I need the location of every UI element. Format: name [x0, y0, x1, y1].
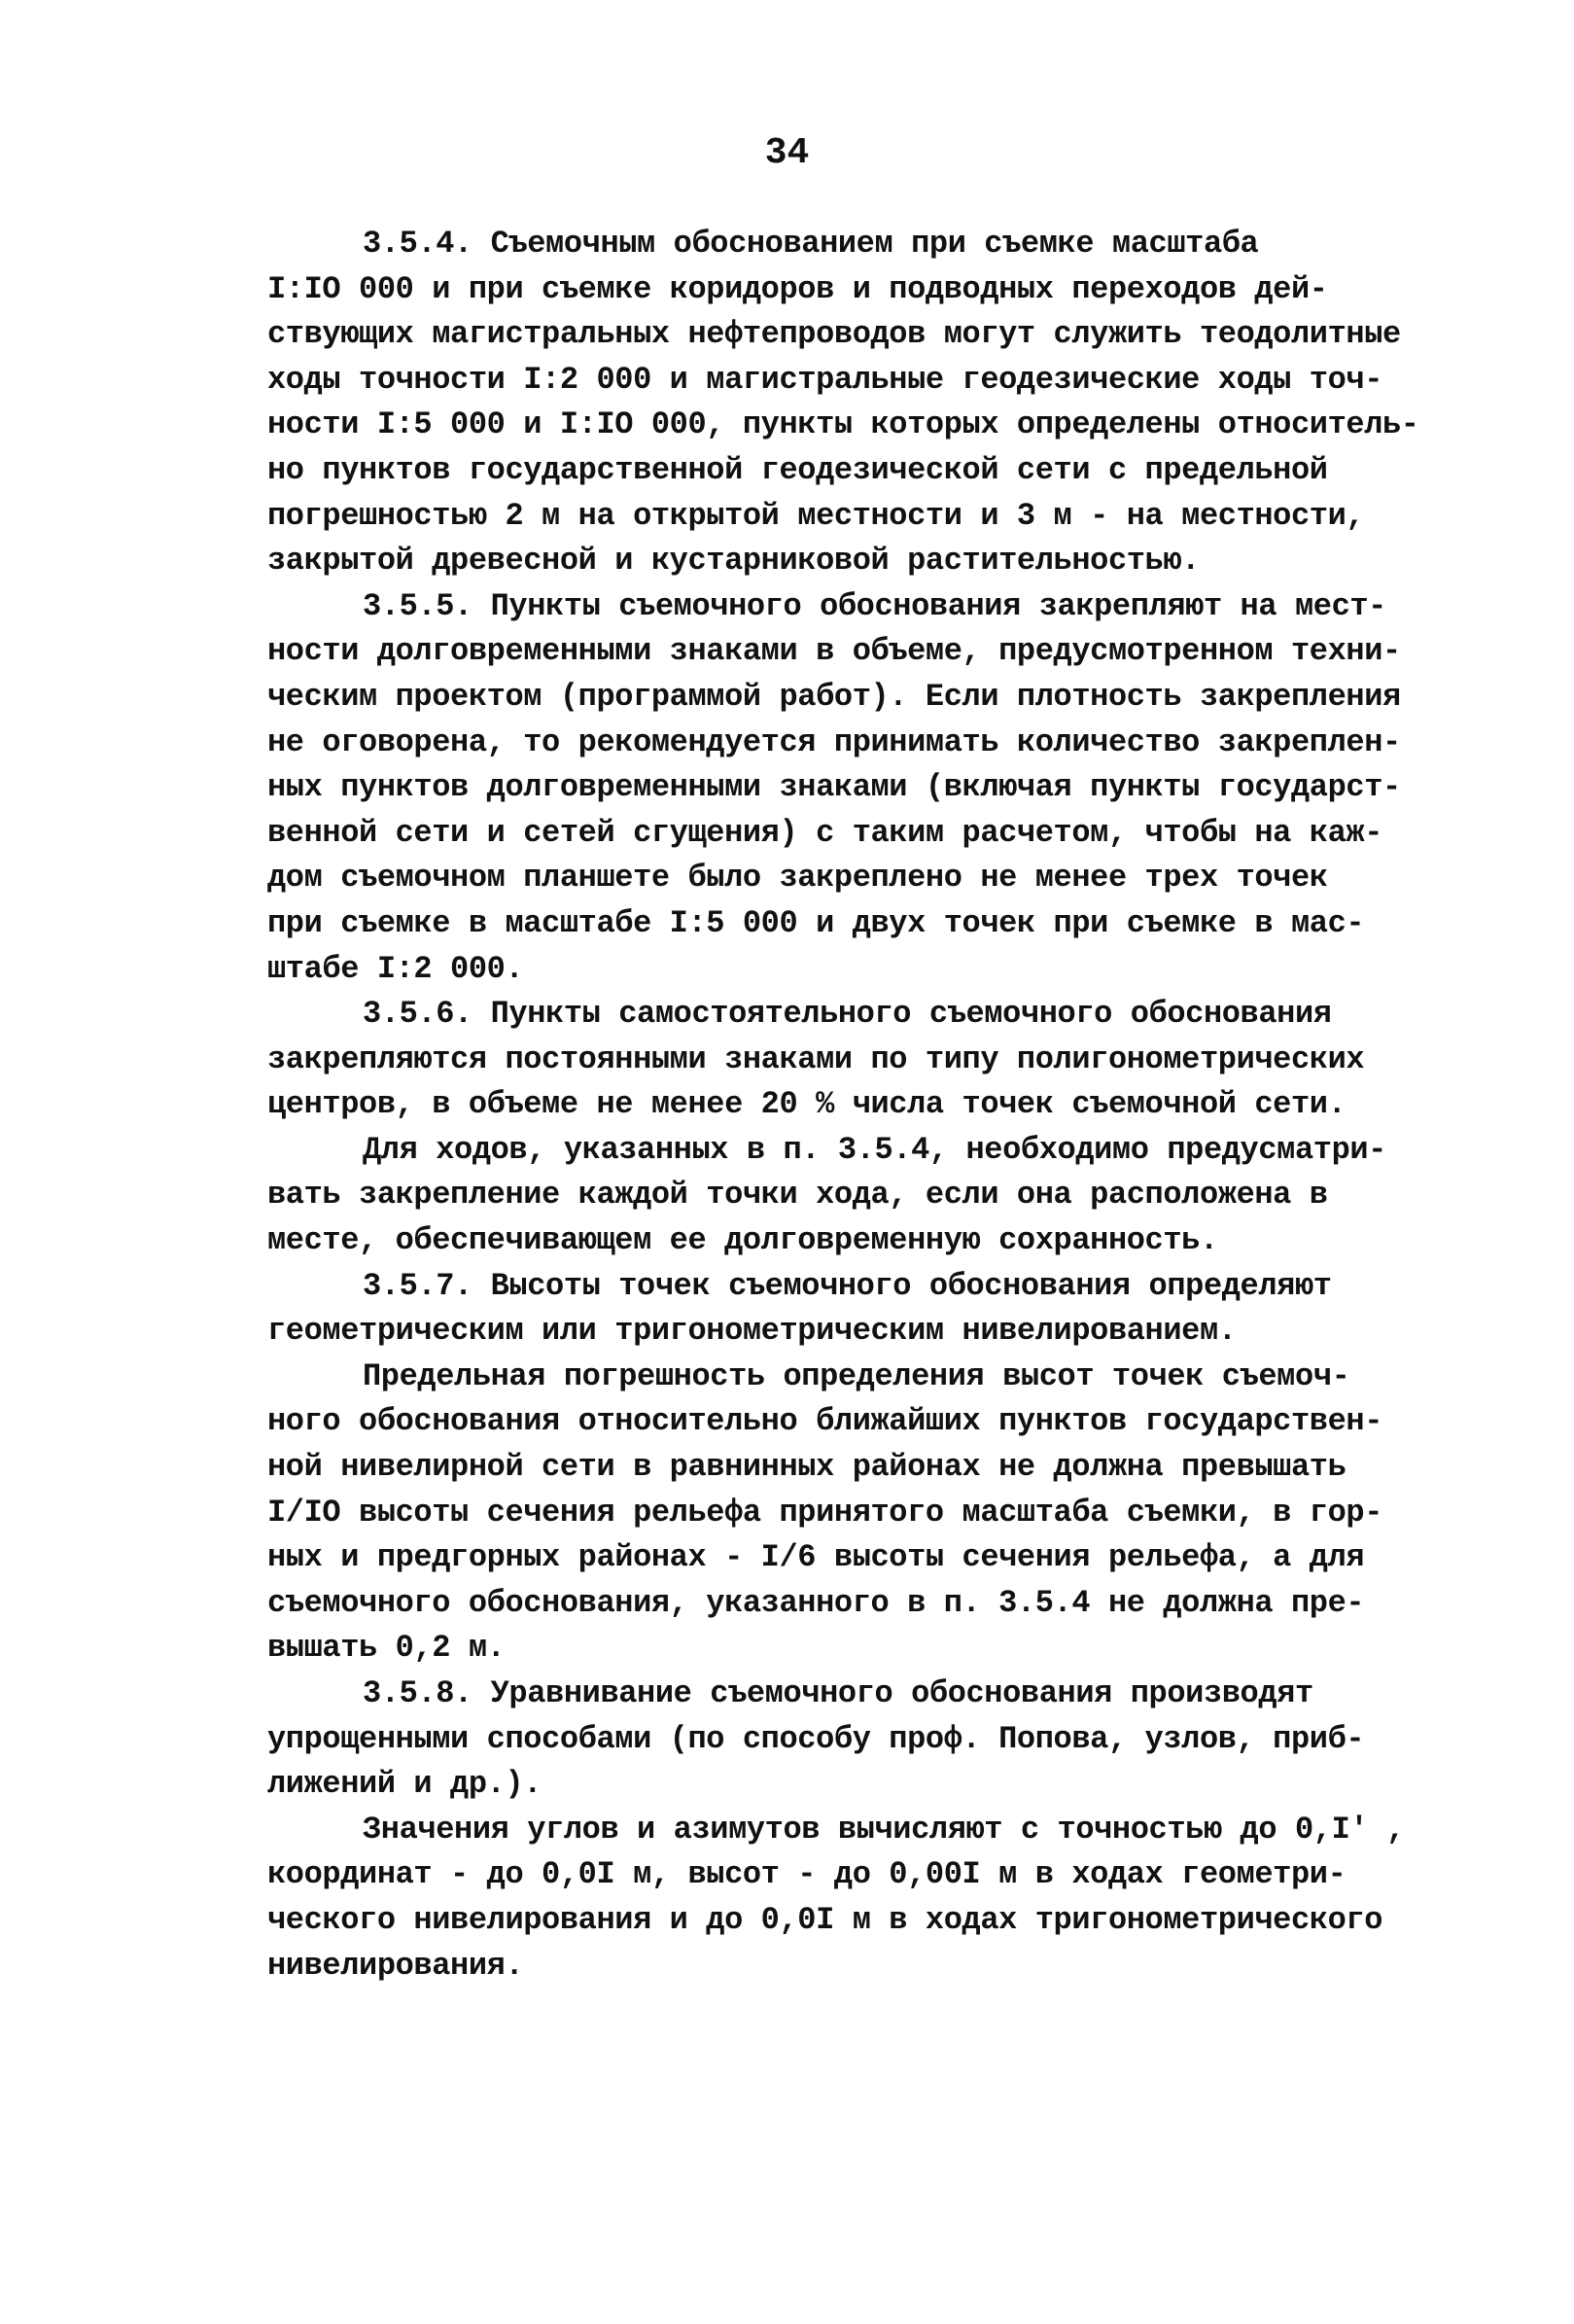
text-line: упрощенными способами (по способу проф. Попова, узлов, приб- [267, 1720, 1365, 1757]
text-line: 3.5.6. Пункты самостоятельного съемочного обоснования [363, 996, 1332, 1033]
text-line: вышать 0,2 м. [267, 1630, 506, 1667]
text-line: ности I:5 000 и I:IO 000, пункты которых определены относитель- [267, 406, 1419, 443]
text-line: ной нивелирной сети в равнинных районах не должна превышать [267, 1449, 1347, 1486]
text-line: съемочного обоснования, указанного в п. 3.5.4 не должна пре- [267, 1584, 1365, 1621]
text-line: вать закрепление каждой точки хода, если она расположена в [267, 1177, 1328, 1214]
text-line: лижений и др.). [267, 1766, 542, 1803]
text-line: 3.5.8. Уравнивание съемочного обоснования производят [363, 1675, 1313, 1711]
text-line: Для ходов, указанных в п. 3.5.4, необходимо предусматри- [363, 1131, 1386, 1168]
text-line: штабе I:2 000. [267, 950, 524, 987]
text-line: закрепляются постоянными знаками по типу полигонометрических [267, 1040, 1365, 1077]
text-line: не оговорена, то рекомендуется принимать количество закреплен- [267, 723, 1401, 760]
text-line: венной сети и сетей сгущения) с таким расчетом, чтобы на каж- [267, 814, 1382, 851]
text-line: I/IO высоты сечения рельефа принятого масштаба съемки, в гор- [267, 1494, 1382, 1531]
text-line: ности долговременными знаками в объеме, предусмотренном техни- [267, 633, 1401, 670]
text-line: центров, в объеме не менее 20 % числа точек съемочной сети. [267, 1086, 1347, 1123]
text-line: месте, обеспечивающем ее долговременную сохранность. [267, 1222, 1218, 1259]
text-line: закрытой древесной и кустарниковой растительностью. [267, 543, 1200, 580]
text-line: ствующих магистральных нефтепроводов могут служить теодолитные [267, 316, 1401, 353]
text-line: нивелирования. [267, 1947, 524, 1984]
text-line: 3.5.5. Пункты съемочного обоснования закрепляют на мест- [363, 587, 1386, 624]
text-line: ных и предгорных районах - I/6 высоты сечения рельефа, а для [267, 1539, 1365, 1576]
text-line: ческим проектом (программой работ). Если плотность закрепления [267, 678, 1401, 715]
text-line: I:IO 000 и при съемке коридоров и подводных переходов дей- [267, 270, 1328, 307]
text-line: но пунктов государственной геодезической сети с предельной [267, 451, 1328, 488]
text-line: геометрическим или тригонометрическим нивелированием. [267, 1313, 1237, 1350]
page-number: 34 [764, 132, 810, 174]
text-line: Значения углов и азимутов вычисляют с точностью до 0,I′ , [363, 1811, 1405, 1848]
text-line: погрешностью 2 м на открытой местности и 3 м - на местности, [267, 497, 1365, 534]
text-line: координат - до 0,0I м, высот - до 0,00I м в ходах геометри- [267, 1856, 1347, 1893]
text-line: ходы точности I:2 000 и магистральные геодезические ходы точ- [267, 361, 1382, 398]
text-line: 3.5.7. Высоты точек съемочного обоснования определяют [363, 1267, 1332, 1304]
body-text [267, 222, 1449, 1989]
text-line: дом съемочном планшете было закреплено не менее трех точек [267, 860, 1328, 897]
text-line: ного обоснования относительно ближайших пунктов государствен- [267, 1403, 1382, 1440]
text-line: при съемке в масштабе I:5 000 и двух точек при съемке в мас- [267, 904, 1365, 941]
text-line: Предельная погрешность определения высот точек съемоч- [363, 1357, 1350, 1394]
text-line: 3.5.4. Съемочным обоснованием при съемке масштаба [363, 226, 1259, 262]
text-line: ческого нивелирования и до 0,0I м в ходах тригонометрического [267, 1901, 1382, 1938]
text-line: ных пунктов долговременными знаками (включая пункты государст- [267, 769, 1401, 806]
